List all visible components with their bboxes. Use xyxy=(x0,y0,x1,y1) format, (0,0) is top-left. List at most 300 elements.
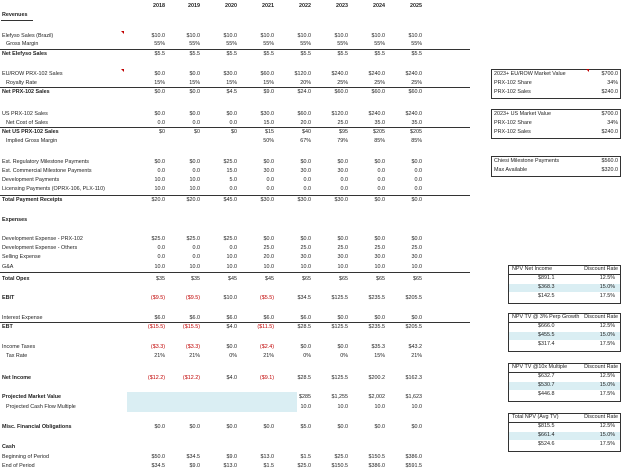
info-value[interactable]: $700.0 xyxy=(601,71,618,77)
info-value[interactable]: $240.0 xyxy=(601,129,618,135)
cell-beginning_of_period-4[interactable]: $1.5 xyxy=(300,454,311,460)
cell-net_cost_of_sales-0[interactable]: 0.0 xyxy=(157,120,165,126)
cell-elefyso_sales-3[interactable]: $10.0 xyxy=(260,33,274,39)
npv-value[interactable]: $142.5 xyxy=(538,293,555,299)
cell-ebit-1[interactable]: ($9.5) xyxy=(185,295,200,301)
cell-est_regulatory-2[interactable]: $25.0 xyxy=(223,159,237,165)
cell-projected_cf_multiple-6[interactable]: 10.0 xyxy=(374,404,385,410)
info-value[interactable]: $240.0 xyxy=(601,89,618,95)
cell-net_income-7[interactable]: $162.3 xyxy=(405,375,422,381)
cell-beginning_of_period-7[interactable]: $386.0 xyxy=(405,454,422,460)
cell-beginning_of_period-1[interactable]: $34.5 xyxy=(186,454,200,460)
npv-value[interactable]: $524.6 xyxy=(538,441,555,447)
info-value[interactable]: $700.0 xyxy=(601,111,618,117)
cell-tax_rate-4[interactable]: 0% xyxy=(303,353,311,359)
row-label-eu_row_sales: EU/ROW PRX-102 Sales xyxy=(2,71,63,77)
cell-beginning_of_period-6[interactable]: $150.5 xyxy=(368,454,385,460)
cell-est_commercial-0[interactable]: 0.0 xyxy=(157,168,165,174)
cell-implied_gross_margin-3[interactable]: 50% xyxy=(263,138,274,144)
cell-selling_expense-3[interactable]: 20.0 xyxy=(263,254,274,260)
cell-tax_rate-3[interactable]: 21% xyxy=(263,353,274,359)
row-label-royalty_rate: Royalty Rate xyxy=(6,80,37,86)
cell-licensing_payments-6[interactable]: 0.0 xyxy=(377,186,385,192)
npv-title: NPV TV @10x Multiple xyxy=(512,364,568,370)
cell-royalty_rate-0[interactable]: 15% xyxy=(154,80,165,86)
cell-net_prx102_sales-6[interactable]: $60.0 xyxy=(371,89,385,95)
cell-net_prx102_sales-7[interactable]: $60.0 xyxy=(408,89,422,95)
comment-marker-icon xyxy=(586,69,589,72)
row-label-est_commercial: Est. Commercial Milestone Payments xyxy=(2,168,92,174)
cell-eu_row_sales-7[interactable]: $240.0 xyxy=(405,71,422,77)
cell-development_payments-0[interactable]: 10.0 xyxy=(154,177,165,183)
cell-total_opex-6[interactable]: $65 xyxy=(376,276,385,282)
cell-net_prx102_sales-4[interactable]: $24.0 xyxy=(297,89,311,95)
cell-total_payment_receipts-4[interactable]: $30.0 xyxy=(297,197,311,203)
cell-selling_expense-2[interactable]: 10.0 xyxy=(226,254,237,260)
cell-dev_expense_others-5[interactable]: 25.0 xyxy=(337,245,348,251)
cell-projected_cf_multiple-5[interactable]: 10.0 xyxy=(337,404,348,410)
npv-rate[interactable]: 12.5% xyxy=(599,323,615,329)
cell-dev_expense_others-2[interactable]: 0.0 xyxy=(229,245,237,251)
cell-net_elefyso_sales-7[interactable]: $5.5 xyxy=(411,51,422,57)
info-label: 2023+ EU/ROW Market Value xyxy=(494,71,566,77)
cell-projected_market_value-7[interactable]: $1,623 xyxy=(405,394,422,400)
cell-total_payment_receipts-7[interactable]: $0.0 xyxy=(411,197,422,203)
row-label-gross_margin: Gross Margin xyxy=(6,41,39,47)
cell-ebit-0[interactable]: ($9.5) xyxy=(150,295,165,301)
cell-eu_row_sales-4[interactable]: $120.0 xyxy=(294,71,311,77)
cell-interest_expense-3[interactable]: $6.0 xyxy=(263,315,274,321)
cell-est_regulatory-4[interactable]: $0.0 xyxy=(300,159,311,165)
cell-ebit-7[interactable]: $205.5 xyxy=(405,295,422,301)
cell-net_income-0[interactable]: ($12.2) xyxy=(147,375,165,381)
cell-development_payments-5[interactable]: 0.0 xyxy=(340,177,348,183)
cell-elefyso_sales-4[interactable]: $10.0 xyxy=(297,33,311,39)
npv-value[interactable]: $661.4 xyxy=(538,432,555,438)
cell-total_payment_receipts-6[interactable]: $0.0 xyxy=(374,197,385,203)
cell-est_regulatory-0[interactable]: $0.0 xyxy=(154,159,165,165)
cell-total_payment_receipts-3[interactable]: $30.0 xyxy=(260,197,274,203)
cell-tax_rate-1[interactable]: 21% xyxy=(189,353,200,359)
info-value[interactable]: $560.0 xyxy=(601,158,618,164)
cell-net_prx102_sales-0[interactable]: $0.0 xyxy=(154,89,165,95)
cell-misc_financial-7[interactable]: $0.0 xyxy=(411,424,422,430)
cell-net_elefyso_sales-3[interactable]: $5.5 xyxy=(263,51,274,57)
cell-est_commercial-3[interactable]: 30.0 xyxy=(263,168,274,174)
npv-rate[interactable]: 17.5% xyxy=(599,293,615,299)
cell-tax_rate-5[interactable]: 0% xyxy=(340,353,348,359)
year-header-2018: 2018 xyxy=(153,3,165,9)
cell-projected_market_value-4[interactable]: $285 xyxy=(299,394,311,400)
cell-g_and_a-2[interactable]: 10.0 xyxy=(226,264,237,270)
cell-end_of_period-1[interactable]: $9.0 xyxy=(189,463,200,469)
cell-licensing_payments-5[interactable]: 0.0 xyxy=(340,186,348,192)
cell-end_of_period-6[interactable]: $386.0 xyxy=(368,463,385,469)
year-header-2020: 2020 xyxy=(225,3,237,9)
cell-us_prx102_sales-7[interactable]: $240.0 xyxy=(405,111,422,117)
cell-us_prx102_sales-1[interactable]: $0.0 xyxy=(189,111,200,117)
cell-est_commercial-1[interactable]: 0.0 xyxy=(192,168,200,174)
npv-value[interactable]: $317.4 xyxy=(538,341,555,347)
row-label-beginning_of_period: Beginning of Period xyxy=(2,454,50,460)
cell-income_taxes-2[interactable]: $0.0 xyxy=(226,344,237,350)
cell-est_commercial-5[interactable]: 30.0 xyxy=(337,168,348,174)
npv-rate[interactable]: 17.5% xyxy=(599,341,615,347)
cell-ebt-3[interactable]: ($11.5) xyxy=(257,324,274,330)
cell-end_of_period-7[interactable]: $591.5 xyxy=(405,463,422,469)
cell-net_cost_of_sales-7[interactable]: 35.0 xyxy=(411,120,422,126)
cell-net_cost_of_sales-4[interactable]: 20.0 xyxy=(300,120,311,126)
cell-income_taxes-0[interactable]: ($3.3) xyxy=(150,344,165,350)
cell-elefyso_sales-1[interactable]: $10.0 xyxy=(186,33,200,39)
cell-dev_expense_others-4[interactable]: 25.0 xyxy=(300,245,311,251)
cell-royalty_rate-2[interactable]: 15% xyxy=(226,80,237,86)
cell-g_and_a-5[interactable]: 10.0 xyxy=(337,264,348,270)
npv-value[interactable]: $368.3 xyxy=(538,284,555,290)
cell-licensing_payments-4[interactable]: 0.0 xyxy=(303,186,311,192)
cell-est_regulatory-7[interactable]: $0.0 xyxy=(411,159,422,165)
cell-net_income-1[interactable]: ($12.2) xyxy=(182,375,200,381)
cell-elefyso_sales-5[interactable]: $10.0 xyxy=(334,33,348,39)
cell-est_commercial-6[interactable]: 0.0 xyxy=(377,168,385,174)
cell-income_taxes-1[interactable]: ($3.3) xyxy=(185,344,200,350)
cell-ebt-6[interactable]: $235.5 xyxy=(368,324,385,330)
cell-ebit-4[interactable]: $34.5 xyxy=(297,295,311,301)
cell-development_payments-7[interactable]: 0.0 xyxy=(414,177,422,183)
cell-ebt-7[interactable]: $205.5 xyxy=(405,324,422,330)
cell-dev_expense_prx102-7[interactable]: $0.0 xyxy=(411,236,422,242)
cell-net_income-4[interactable]: $28.5 xyxy=(297,375,311,381)
cell-interest_expense-0[interactable]: $6.0 xyxy=(154,315,165,321)
cell-royalty_rate-4[interactable]: 20% xyxy=(300,80,311,86)
cell-tax_rate-7[interactable]: 21% xyxy=(411,353,422,359)
cell-dev_expense_prx102-6[interactable]: $0.0 xyxy=(374,236,385,242)
cell-selling_expense-6[interactable]: 30.0 xyxy=(374,254,385,260)
cell-us_prx102_sales-6[interactable]: $240.0 xyxy=(368,111,385,117)
cell-net_prx102_sales-5[interactable]: $60.0 xyxy=(334,89,348,95)
cell-selling_expense-7[interactable]: 30.0 xyxy=(411,254,422,260)
cell-eu_row_sales-6[interactable]: $240.0 xyxy=(368,71,385,77)
cell-net_us_prx102_sales-7[interactable]: $205 xyxy=(410,129,422,135)
cell-net_elefyso_sales-0[interactable]: $5.5 xyxy=(154,51,165,57)
cell-licensing_payments-0[interactable]: 10.0 xyxy=(154,186,165,192)
cell-implied_gross_margin-6[interactable]: 85% xyxy=(374,138,385,144)
cell-dev_expense_prx102-4[interactable]: $0.0 xyxy=(300,236,311,242)
cell-net_prx102_sales-2[interactable]: $4.5 xyxy=(226,89,237,95)
cell-us_prx102_sales-0[interactable]: $0.0 xyxy=(154,111,165,117)
row-label-interest_expense: Interest Expense xyxy=(2,315,43,321)
cell-income_taxes-6[interactable]: $35.3 xyxy=(371,344,385,350)
cell-net_elefyso_sales-4[interactable]: $5.5 xyxy=(300,51,311,57)
cell-licensing_payments-1[interactable]: 10.0 xyxy=(189,186,200,192)
cell-dev_expense_others-3[interactable]: 25.0 xyxy=(263,245,274,251)
cell-dev_expense_others-6[interactable]: 25.0 xyxy=(374,245,385,251)
cell-net_income-6[interactable]: $200.2 xyxy=(368,375,385,381)
cell-interest_expense-1[interactable]: $6.0 xyxy=(189,315,200,321)
row-label-elefyso_sales: Elefyso Sales (Brazil) xyxy=(2,33,54,39)
row-label-misc_financial: Misc. Financial Obligations xyxy=(2,424,72,430)
info-label: 2023+ US Market Value xyxy=(494,111,551,117)
cell-us_prx102_sales-3[interactable]: $30.0 xyxy=(260,111,274,117)
cell-misc_financial-1[interactable]: $0.0 xyxy=(189,424,200,430)
cell-misc_financial-2[interactable]: $0.0 xyxy=(226,424,237,430)
cell-gross_margin-1[interactable]: 55% xyxy=(189,41,200,47)
cell-net_prx102_sales-1[interactable]: $0.0 xyxy=(189,89,200,95)
cell-gross_margin-6[interactable]: 55% xyxy=(374,41,385,47)
cell-dev_expense_prx102-0[interactable]: $25.0 xyxy=(151,236,165,242)
row-label-net_us_prx102_sales: Net US PRX-102 Sales xyxy=(2,129,59,135)
section-underline xyxy=(1,20,33,21)
cell-net_prx102_sales-3[interactable]: $9.0 xyxy=(263,89,274,95)
cell-us_prx102_sales-5[interactable]: $120.0 xyxy=(331,111,348,117)
npv-value[interactable]: $632.7 xyxy=(538,373,555,379)
cell-total_opex-5[interactable]: $65 xyxy=(339,276,348,282)
comment-marker-icon xyxy=(121,69,124,72)
info-value[interactable]: 34% xyxy=(607,120,618,126)
cell-development_payments-2[interactable]: 5.0 xyxy=(229,177,237,183)
cell-ebt-1[interactable]: ($15.5) xyxy=(182,324,200,330)
cell-net_cost_of_sales-1[interactable]: 0.0 xyxy=(192,120,200,126)
cell-total_payment_receipts-0[interactable]: $20.0 xyxy=(151,197,165,203)
cell-net_income-3[interactable]: ($9.1) xyxy=(259,375,274,381)
cell-royalty_rate-5[interactable]: 25% xyxy=(337,80,348,86)
cell-g_and_a-0[interactable]: 10.0 xyxy=(154,264,165,270)
cell-beginning_of_period-2[interactable]: $9.0 xyxy=(226,454,237,460)
cell-development_payments-3[interactable]: 0.0 xyxy=(266,177,274,183)
cell-interest_expense-4[interactable]: $6.0 xyxy=(300,315,311,321)
cell-dev_expense_others-7[interactable]: 25.0 xyxy=(411,245,422,251)
cell-dev_expense_others-0[interactable]: 0.0 xyxy=(157,245,165,251)
section-expenses: Expenses xyxy=(2,217,28,223)
info-value[interactable]: $320.0 xyxy=(601,167,618,173)
cell-g_and_a-6[interactable]: 10.0 xyxy=(374,264,385,270)
cell-ebit-5[interactable]: $125.5 xyxy=(331,295,348,301)
cell-dev_expense_prx102-3[interactable]: $0.0 xyxy=(263,236,274,242)
cell-income_taxes-5[interactable]: $0.0 xyxy=(337,344,348,350)
cell-interest_expense-2[interactable]: $6.0 xyxy=(226,315,237,321)
npv-rate[interactable]: 12.5% xyxy=(599,423,615,429)
cell-est_regulatory-6[interactable]: $0.0 xyxy=(374,159,385,165)
row-label-total_payment_receipts: Total Payment Receipts xyxy=(2,197,63,203)
cell-gross_margin-5[interactable]: 55% xyxy=(337,41,348,47)
cell-implied_gross_margin-7[interactable]: 85% xyxy=(411,138,422,144)
row-label-dev_expense_prx102: Development Expense - PRX-102 xyxy=(2,236,83,242)
year-header-2022: 2022 xyxy=(299,3,311,9)
cell-net_cost_of_sales-2[interactable]: 0.0 xyxy=(229,120,237,126)
cell-net_cost_of_sales-5[interactable]: 25.0 xyxy=(337,120,348,126)
cell-ebit-2[interactable]: $10.0 xyxy=(223,295,237,301)
info-label: PRX-102 Share xyxy=(494,120,532,126)
cell-net_us_prx102_sales-1[interactable]: $0 xyxy=(194,129,200,135)
cell-net_us_prx102_sales-2[interactable]: $0 xyxy=(231,129,237,135)
cell-eu_row_sales-3[interactable]: $60.0 xyxy=(260,71,274,77)
npv-rate[interactable]: 12.5% xyxy=(599,373,615,379)
cell-ebit-6[interactable]: $235.5 xyxy=(368,295,385,301)
cell-g_and_a-7[interactable]: 10.0 xyxy=(411,264,422,270)
cell-beginning_of_period-0[interactable]: $50.0 xyxy=(151,454,165,460)
cell-total_opex-0[interactable]: $35 xyxy=(156,276,165,282)
cell-g_and_a-3[interactable]: 10.0 xyxy=(263,264,274,270)
cell-est_commercial-7[interactable]: 0.0 xyxy=(414,168,422,174)
cell-eu_row_sales-0[interactable]: $0.0 xyxy=(154,71,165,77)
npv-value[interactable]: $530.7 xyxy=(538,382,555,388)
cell-total_payment_receipts-1[interactable]: $20.0 xyxy=(186,197,200,203)
cell-tax_rate-6[interactable]: 15% xyxy=(374,353,385,359)
npv-value[interactable]: $455.5 xyxy=(538,332,555,338)
cell-income_taxes-3[interactable]: ($2.4) xyxy=(259,344,274,350)
cell-gross_margin-4[interactable]: 55% xyxy=(300,41,311,47)
cell-misc_financial-4[interactable]: $5.0 xyxy=(300,424,311,430)
info-value[interactable]: 34% xyxy=(607,80,618,86)
cell-development_payments-1[interactable]: 10.0 xyxy=(189,177,200,183)
cell-interest_expense-6[interactable]: $0.0 xyxy=(374,315,385,321)
cell-income_taxes-7[interactable]: $43.2 xyxy=(408,344,422,350)
npv-rate[interactable]: 12.5% xyxy=(599,275,615,281)
cell-est_commercial-4[interactable]: 30.0 xyxy=(300,168,311,174)
cell-interest_expense-7[interactable]: $0.0 xyxy=(411,315,422,321)
cell-royalty_rate-6[interactable]: 25% xyxy=(374,80,385,86)
cell-elefyso_sales-0[interactable]: $10.0 xyxy=(151,33,165,39)
cell-income_taxes-4[interactable]: $0.0 xyxy=(300,344,311,350)
cell-net_us_prx102_sales-0[interactable]: $0 xyxy=(159,129,165,135)
cell-total_opex-7[interactable]: $65 xyxy=(413,276,422,282)
cell-net_elefyso_sales-5[interactable]: $5.5 xyxy=(337,51,348,57)
cell-implied_gross_margin-4[interactable]: 67% xyxy=(300,138,311,144)
cell-end_of_period-2[interactable]: $13.0 xyxy=(223,463,237,469)
row-label-total_opex: Total Opex xyxy=(2,276,30,282)
row-label-selling_expense: Selling Expense xyxy=(2,254,41,260)
npv-value[interactable]: $815.5 xyxy=(538,423,555,429)
cell-gross_margin-2[interactable]: 55% xyxy=(226,41,237,47)
cell-dev_expense_prx102-2[interactable]: $25.0 xyxy=(223,236,237,242)
npv-rate[interactable]: 15.0% xyxy=(599,284,615,290)
npv-value[interactable]: $446.8 xyxy=(538,391,555,397)
cell-end_of_period-3[interactable]: $1.5 xyxy=(263,463,274,469)
cell-ebt-5[interactable]: $125.5 xyxy=(331,324,348,330)
total-rule xyxy=(0,272,470,273)
cell-projected_market_value-6[interactable]: $2,002 xyxy=(368,394,385,400)
cell-us_prx102_sales-2[interactable]: $0.0 xyxy=(226,111,237,117)
cell-ebt-4[interactable]: $28.5 xyxy=(297,324,311,330)
total-rule xyxy=(0,127,470,128)
row-label-tax_rate: Tax Rate xyxy=(6,353,28,359)
cell-net_us_prx102_sales-3[interactable]: $15 xyxy=(265,129,274,135)
cell-est_regulatory-1[interactable]: $0.0 xyxy=(189,159,200,165)
cell-development_payments-6[interactable]: 0.0 xyxy=(377,177,385,183)
cell-misc_financial-6[interactable]: $0.0 xyxy=(374,424,385,430)
cell-end_of_period-0[interactable]: $34.5 xyxy=(151,463,165,469)
cell-total_opex-1[interactable]: $35 xyxy=(191,276,200,282)
cell-end_of_period-5[interactable]: $150.5 xyxy=(331,463,348,469)
cell-elefyso_sales-7[interactable]: $10.0 xyxy=(408,33,422,39)
row-label-us_prx102_sales: US PRX-102 Sales xyxy=(2,111,48,117)
cell-selling_expense-4[interactable]: 30.0 xyxy=(300,254,311,260)
cell-est_commercial-2[interactable]: 15.0 xyxy=(226,168,237,174)
cell-net_elefyso_sales-6[interactable]: $5.5 xyxy=(374,51,385,57)
cell-royalty_rate-1[interactable]: 15% xyxy=(189,80,200,86)
cell-end_of_period-4[interactable]: $25.0 xyxy=(297,463,311,469)
npv-rate[interactable]: 17.5% xyxy=(599,441,615,447)
npv-rate[interactable]: 17.5% xyxy=(599,391,615,397)
cell-selling_expense-1[interactable]: 0.0 xyxy=(192,254,200,260)
cell-net_elefyso_sales-1[interactable]: $5.5 xyxy=(189,51,200,57)
row-label-implied_gross_margin: Implied Gross Margin xyxy=(6,138,58,144)
cell-elefyso_sales-6[interactable]: $10.0 xyxy=(371,33,385,39)
cell-gross_margin-3[interactable]: 55% xyxy=(263,41,274,47)
npv-value[interactable]: $891.1 xyxy=(538,275,555,281)
cell-implied_gross_margin-5[interactable]: 79% xyxy=(337,138,348,144)
cell-total_opex-4[interactable]: $65 xyxy=(302,276,311,282)
row-label-licensing_payments: Licensing Payments (OPRX-106, PLX-110) xyxy=(2,186,105,192)
cell-total_opex-3[interactable]: $45 xyxy=(265,276,274,282)
cell-net_us_prx102_sales-5[interactable]: $95 xyxy=(339,129,348,135)
cell-ebt-2[interactable]: $4.0 xyxy=(226,324,237,330)
cell-gross_margin-7[interactable]: 55% xyxy=(411,41,422,47)
cell-interest_expense-5[interactable]: $0.0 xyxy=(337,315,348,321)
cell-misc_financial-3[interactable]: $0.0 xyxy=(263,424,274,430)
cell-est_regulatory-5[interactable]: $0.0 xyxy=(337,159,348,165)
cell-net_us_prx102_sales-6[interactable]: $205 xyxy=(373,129,385,135)
cell-selling_expense-0[interactable]: 0.0 xyxy=(157,254,165,260)
cell-misc_financial-0[interactable]: $0.0 xyxy=(154,424,165,430)
cell-total_payment_receipts-2[interactable]: $45.0 xyxy=(223,197,237,203)
cell-eu_row_sales-2[interactable]: $30.0 xyxy=(223,71,237,77)
cell-net_income-5[interactable]: $125.5 xyxy=(331,375,348,381)
cell-eu_row_sales-5[interactable]: $240.0 xyxy=(331,71,348,77)
cell-g_and_a-4[interactable]: 10.0 xyxy=(300,264,311,270)
cell-projected_cf_multiple-4[interactable]: 10.0 xyxy=(300,404,311,410)
info-label: PRX-102 Sales xyxy=(494,89,531,95)
cell-gross_margin-0[interactable]: 55% xyxy=(154,41,165,47)
cell-g_and_a-1[interactable]: 10.0 xyxy=(189,264,200,270)
cell-selling_expense-5[interactable]: 30.0 xyxy=(337,254,348,260)
cell-total_payment_receipts-5[interactable]: $30.0 xyxy=(334,197,348,203)
npv-rate[interactable]: 15.0% xyxy=(599,332,615,338)
cell-ebt-0[interactable]: ($15.5) xyxy=(147,324,165,330)
cell-beginning_of_period-3[interactable]: $13.0 xyxy=(260,454,274,460)
cell-elefyso_sales-2[interactable]: $10.0 xyxy=(223,33,237,39)
cell-eu_row_sales-1[interactable]: $0.0 xyxy=(189,71,200,77)
cell-est_regulatory-3[interactable]: $0.0 xyxy=(263,159,274,165)
npv-rate[interactable]: 15.0% xyxy=(599,432,615,438)
cell-royalty_rate-3[interactable]: 15% xyxy=(263,80,274,86)
cell-total_opex-2[interactable]: $45 xyxy=(228,276,237,282)
cell-projected_cf_multiple-7[interactable]: 10.0 xyxy=(411,404,422,410)
cell-dev_expense_others-1[interactable]: 0.0 xyxy=(192,245,200,251)
cell-dev_expense_prx102-5[interactable]: $0.0 xyxy=(337,236,348,242)
cell-tax_rate-0[interactable]: 21% xyxy=(154,353,165,359)
cell-beginning_of_period-5[interactable]: $25.0 xyxy=(334,454,348,460)
cell-us_prx102_sales-4[interactable]: $60.0 xyxy=(297,111,311,117)
cell-licensing_payments-2[interactable]: 0.0 xyxy=(229,186,237,192)
cell-tax_rate-2[interactable]: 0% xyxy=(229,353,237,359)
npv-value[interactable]: $666.0 xyxy=(538,323,555,329)
cell-licensing_payments-3[interactable]: 0.0 xyxy=(266,186,274,192)
cell-development_payments-4[interactable]: 0.0 xyxy=(303,177,311,183)
cell-royalty_rate-7[interactable]: 25% xyxy=(411,80,422,86)
cell-misc_financial-5[interactable]: $0.0 xyxy=(337,424,348,430)
cell-projected_market_value-5[interactable]: $1,255 xyxy=(331,394,348,400)
cell-ebit-3[interactable]: ($5.5) xyxy=(259,295,274,301)
cell-net_cost_of_sales-6[interactable]: 35.0 xyxy=(374,120,385,126)
cell-licensing_payments-7[interactable]: 0.0 xyxy=(414,186,422,192)
cell-net_us_prx102_sales-4[interactable]: $40 xyxy=(302,129,311,135)
cell-net_elefyso_sales-2[interactable]: $5.5 xyxy=(226,51,237,57)
cell-net_income-2[interactable]: $4.0 xyxy=(226,375,237,381)
cell-dev_expense_prx102-1[interactable]: $25.0 xyxy=(186,236,200,242)
cell-net_cost_of_sales-3[interactable]: 15.0 xyxy=(263,120,274,126)
npv-rate[interactable]: 15.0% xyxy=(599,382,615,388)
